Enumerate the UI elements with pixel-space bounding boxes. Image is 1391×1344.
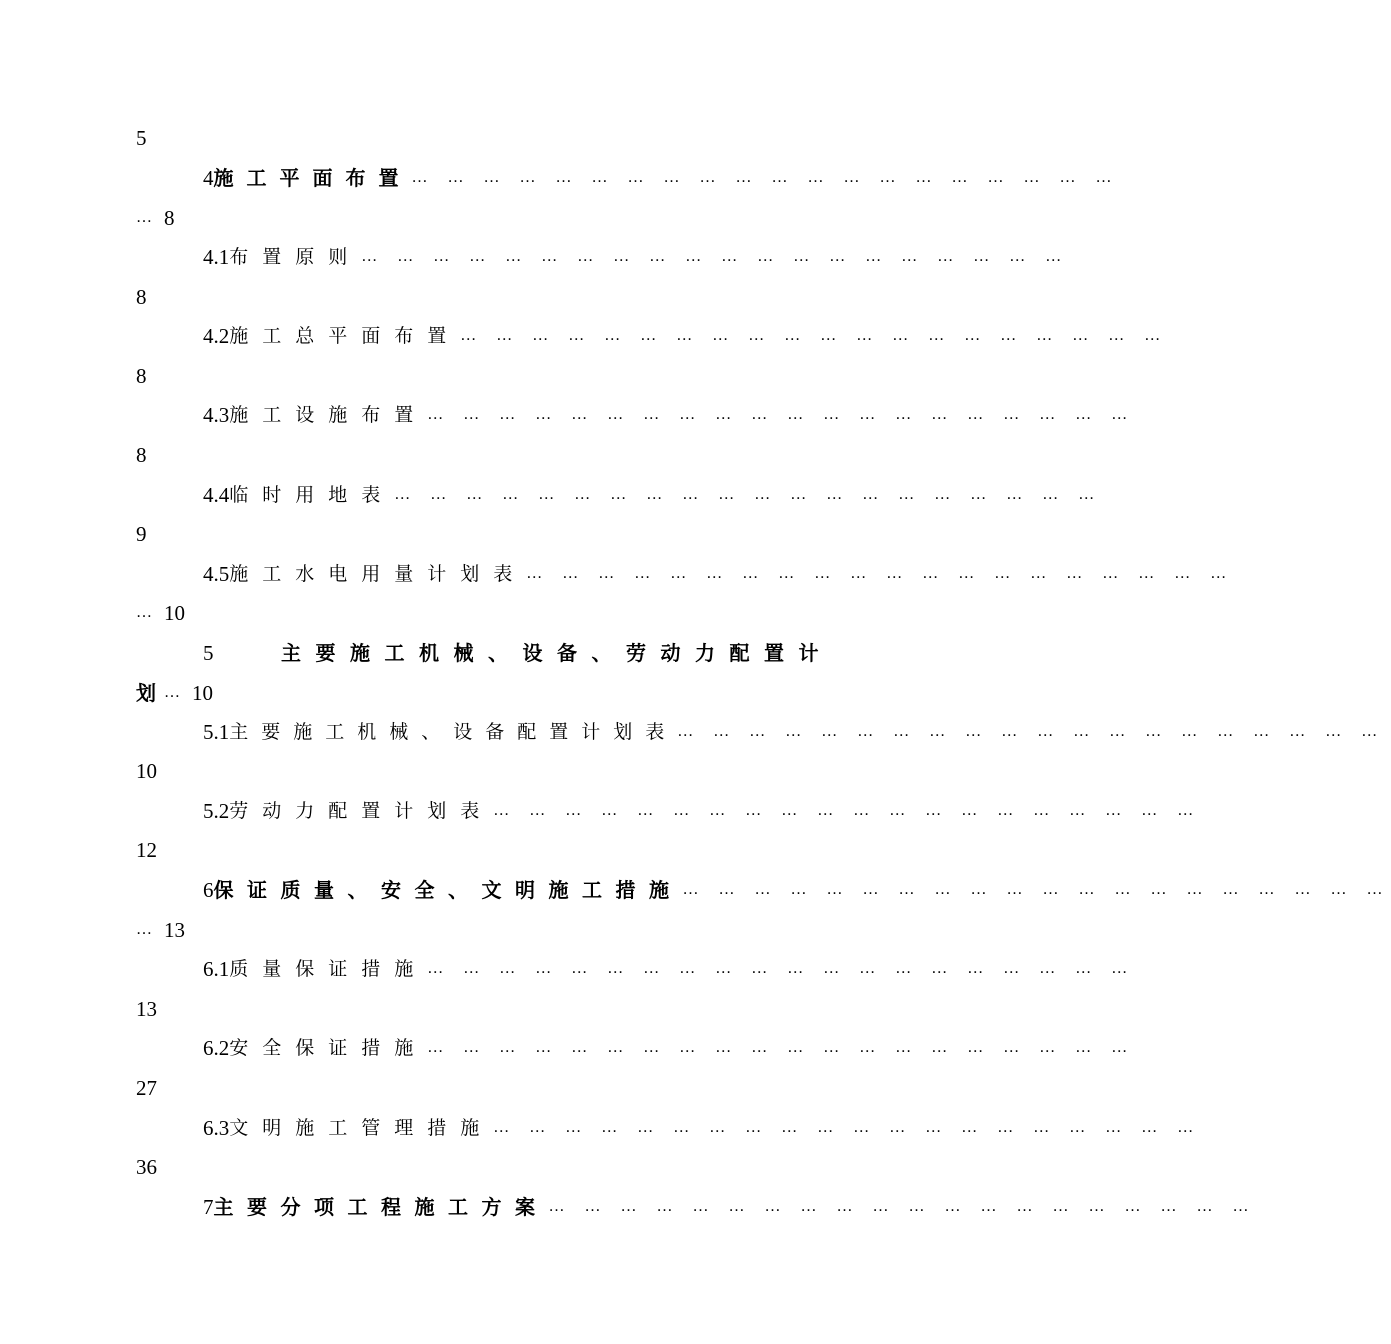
page-number: 10 [192, 681, 213, 705]
dot-leader: … … … … … … … … … … … … … … … … … … … … [677, 723, 1386, 740]
toc-entry-continuation [136, 202, 175, 234]
entry-number: 4.5 [203, 562, 230, 586]
entry-title: 主要施工机械、设备、劳动力配置计 [281, 641, 833, 665]
toc-entry[interactable] [203, 953, 1136, 985]
page-number: 9 [136, 522, 147, 546]
entry-title: 劳动力配置计划表 [229, 800, 494, 822]
entry-title: 施工水电用量计划表 [229, 563, 527, 585]
page-number: 13 [136, 997, 157, 1021]
toc-entry-continuation [136, 677, 213, 709]
entry-title: 主要分项工程施工方案 [213, 1195, 549, 1219]
toc-entry[interactable] [203, 1032, 1136, 1064]
page-number: 5 [136, 126, 147, 150]
toc-entry-continuation [136, 281, 147, 313]
page-number: 27 [136, 1076, 157, 1100]
toc-entry[interactable] [203, 320, 1169, 352]
entry-number: 4.1 [203, 245, 230, 269]
entry-number: 6.3 [203, 1116, 230, 1140]
dot-leader: … … … … … … … … … … … … … … … … … … … … [427, 406, 1136, 423]
page-number: 10 [136, 759, 157, 783]
toc-entry-continuation [136, 360, 147, 392]
entry-number: 6 [203, 878, 214, 902]
dot-leader: … … … … … … … … … … … … … … … … … … … … [427, 960, 1136, 977]
dot-leader: … … … … … … … … … … … … … … … … … … … … [682, 881, 1391, 898]
toc-entry[interactable] [203, 241, 1070, 273]
dot-leader: … … … … … … … … … … … … … … … … … … … … [427, 1039, 1136, 1056]
toc-entry-continuation [136, 1072, 157, 1104]
dot-leader: … [136, 209, 158, 226]
page-number: 10 [164, 601, 185, 625]
entry-title: 主要施工机械、设备配置计划表 [229, 721, 678, 743]
dot-leader: … [136, 921, 158, 938]
entry-title: 安全保证措施 [229, 1037, 428, 1059]
toc-entry-continuation [136, 439, 147, 471]
entry-title: 临时用地表 [229, 484, 395, 506]
toc-entry[interactable] [203, 716, 1386, 748]
entry-number: 5 [203, 641, 214, 665]
page-number: 8 [164, 206, 175, 230]
entry-title: 施工总平面布置 [229, 325, 461, 347]
page-number: 8 [136, 443, 147, 467]
dot-leader: … … … … … … … … … … … … … … … … … … … … [548, 1198, 1257, 1215]
page-number: 8 [136, 285, 147, 309]
page-number: 13 [164, 918, 185, 942]
toc-entry[interactable] [203, 479, 1103, 511]
toc-entry-continuation [136, 518, 147, 550]
entry-title: 施工平面布置 [213, 166, 412, 190]
toc-entry[interactable] [203, 795, 1202, 827]
dot-leader: … … … … … … … … … … … … … … … … … … … … [493, 802, 1202, 819]
entry-number: 4.2 [203, 324, 230, 348]
entry-number: 4 [203, 166, 214, 190]
toc-entry-continuation [136, 993, 157, 1025]
entry-number: 5.2 [203, 799, 230, 823]
dot-leader: … … … … … … … … … … … … … … … … … … … … [411, 169, 1120, 186]
entry-title: 布置原则 [229, 246, 362, 268]
toc-entry-continuation [136, 834, 157, 866]
toc-entry[interactable] [203, 1191, 1257, 1223]
toc-entry[interactable] [203, 1112, 1202, 1144]
dot-leader: … [164, 684, 186, 701]
entry-title: 文明施工管理措施 [229, 1117, 494, 1139]
page-number: 8 [136, 364, 147, 388]
entry-title: 保证质量、安全、文明施工措施 [213, 878, 683, 902]
toc-entry-continuation [136, 755, 157, 787]
dot-leader: … … … … … … … … … … … … … … … … … … … … [361, 248, 1070, 265]
toc-entry-continuation [136, 914, 185, 946]
page-number: 36 [136, 1155, 157, 1179]
entry-number: 7 [203, 1195, 214, 1219]
entry-title-continuation: 划 [136, 681, 156, 705]
entry-title: 施工设施布置 [229, 404, 428, 426]
entry-number: 4.3 [203, 403, 230, 427]
toc-entry-continuation [136, 597, 185, 629]
page-number: 12 [136, 838, 157, 862]
dot-leader: … … … … … … … … … … … … … … … … … … … … [526, 565, 1235, 582]
dot-leader: … … … … … … … … … … … … … … … … … … … … [394, 486, 1103, 503]
toc-entry-continuation [136, 1151, 157, 1183]
toc-entry[interactable] [203, 637, 833, 669]
dot-leader: … … … … … … … … … … … … … … … … … … … … [493, 1119, 1202, 1136]
toc-entry[interactable] [203, 874, 1391, 906]
toc-entry[interactable] [203, 558, 1235, 590]
toc-page-number [136, 122, 147, 154]
entry-number: 5.1 [203, 720, 230, 744]
dot-leader: … … … … … … … … … … … … … … … … … … … … [460, 327, 1169, 344]
entry-number: 6.2 [203, 1036, 230, 1060]
entry-title: 质量保证措施 [229, 958, 428, 980]
toc-entry[interactable] [203, 162, 1120, 194]
toc-entry[interactable] [203, 399, 1136, 431]
entry-number: 4.4 [203, 483, 230, 507]
entry-number: 6.1 [203, 957, 230, 981]
dot-leader: … [136, 604, 158, 621]
